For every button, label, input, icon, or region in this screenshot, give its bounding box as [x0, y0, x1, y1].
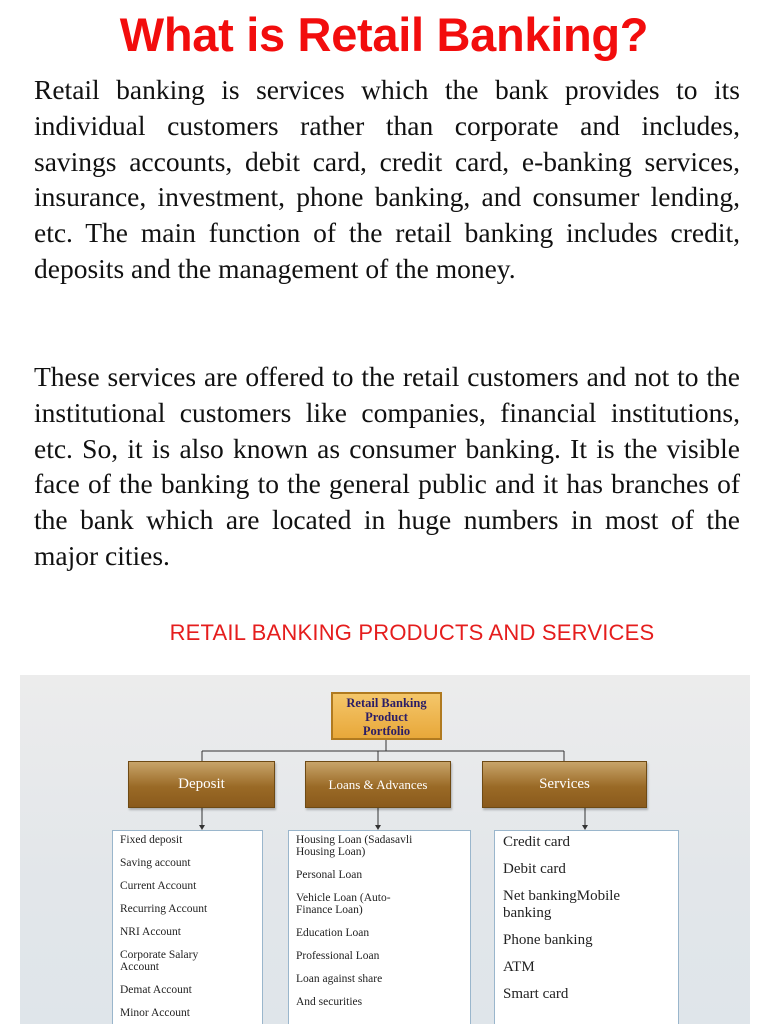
list-item: Demat Account — [120, 984, 192, 996]
list-item: NRI Account — [120, 926, 182, 938]
category-loans-advances: Loans & Advances — [305, 761, 451, 808]
root-node-label: Retail Banking Product Portfolio — [346, 696, 427, 738]
consumer-banking-paragraph: These services are offered to the retail customers and not to the institutional customers like companies, financial institutions, etc. So, it is also known as consumer banking. It is the visible face of the banking to the general public and it has branches of the bank which are located in huge numbers in most of the major cities. — [34, 361, 740, 571]
list-item: Smart card — [503, 986, 569, 1002]
list-item: ATM — [503, 959, 535, 975]
portfolio-diagram — [20, 675, 750, 1024]
list-item: Professional Loan — [296, 950, 380, 962]
section-heading: RETAIL BANKING PRODUCTS AND SERVICES — [169, 620, 655, 645]
loans-list — [288, 830, 471, 1024]
list-item: Corporate Salary Account — [120, 949, 199, 973]
list-item: Minor Account — [120, 1007, 190, 1019]
list-item: Loan against share — [296, 973, 383, 985]
list-item: Personal Loan — [296, 869, 363, 881]
list-item: Fixed deposit — [120, 834, 183, 846]
category-services: Services — [482, 761, 647, 808]
list-item: Net bankingMobile banking — [503, 888, 621, 921]
list-item: Credit card — [503, 834, 571, 850]
list-item: Recurring Account — [120, 903, 208, 915]
list-item: Current Account — [120, 880, 197, 892]
list-item: And securities — [296, 996, 363, 1008]
services-list — [494, 830, 679, 1024]
list-item: Vehicle Loan (Auto- Finance Loan) — [296, 892, 391, 916]
list-item: Housing Loan (Sadasavli Housing Loan) — [296, 834, 413, 858]
page-title: What is Retail Banking? — [119, 8, 649, 61]
list-item: Phone banking — [503, 932, 593, 948]
list-item: Saving account — [120, 857, 191, 869]
list-item: Debit card — [503, 861, 566, 877]
deposit-list — [112, 830, 263, 1024]
list-item: Education Loan — [296, 927, 370, 939]
root-node — [331, 692, 442, 740]
intro-paragraph: Retail banking is services which the bank provides to its individual customers rather than corporate and includes, savings accounts, debit card, credit card, e-banking services, insurance, investment, phone banking, and consumer lending, etc. The main function of the retail banking includes credit, deposits and the management of the money. — [34, 74, 740, 284]
category-deposit: Deposit — [128, 761, 275, 808]
